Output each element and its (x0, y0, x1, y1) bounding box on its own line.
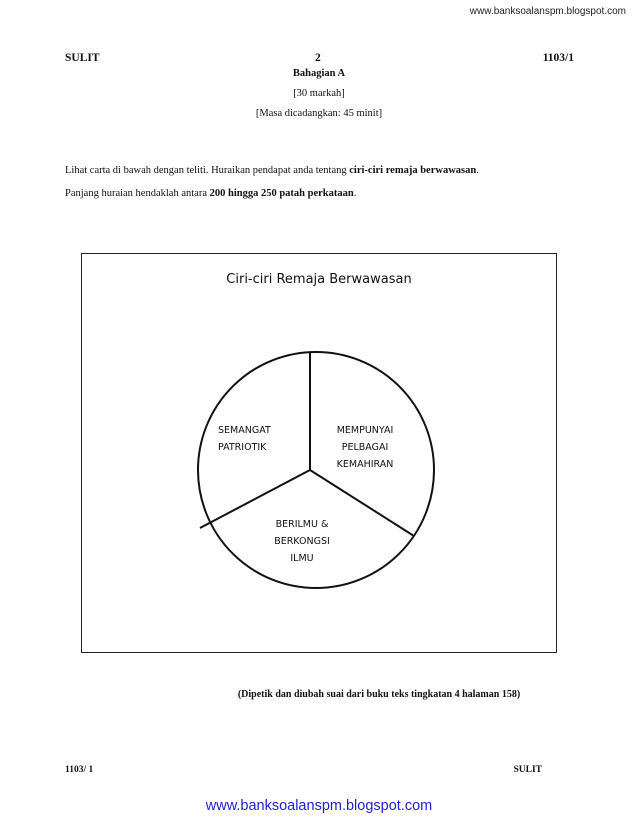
segment-line: MEMPUNYAI (336, 425, 394, 436)
section-marks: [30 markah] (293, 88, 345, 99)
instruction-length-end: . (353, 188, 357, 199)
footer-sulit: SULIT (513, 765, 542, 775)
segment-semangat-patriotik (218, 422, 288, 456)
watermark-bottom[interactable]: www.banksoalanspm.blogspot.com (205, 798, 433, 814)
section-title: Bahagian A (292, 68, 346, 79)
instruction-word-count: 200 hingga 250 patah perkataan (209, 188, 354, 199)
instruction-text-end: . (476, 165, 479, 176)
section-time: [Masa dicadangkan: 45 minit] (255, 108, 383, 119)
instruction-topic: ciri-ciri remaja berwawasan (349, 165, 477, 176)
segment-line: BERILMU & (275, 519, 329, 530)
header-paper-code: 1103/1 (542, 52, 574, 64)
segment-line: KEMAHIRAN (336, 459, 394, 470)
chart-title: Ciri-ciri Remaja Berwawasan (226, 272, 412, 287)
segment-line: ILMU (290, 553, 314, 564)
instruction-length-text: Panjang huraian hendaklah antara (65, 188, 210, 199)
segment-berilmu-berkongsi-ilmu (262, 516, 342, 567)
segment-line: PATRIOTIK (218, 442, 267, 453)
segment-line: PELBAGAI (341, 442, 389, 453)
header-sulit: SULIT (65, 52, 100, 64)
segment-line: SEMANGAT (218, 425, 271, 436)
source-citation: (Dipetik dan diubah suai dari buku teks tingkatan 4 halaman 158) (237, 689, 521, 700)
segment-line: BERKONGSI (274, 536, 330, 547)
watermark-top: www.banksoalanspm.blogspot.com (469, 6, 626, 17)
instruction-text: Lihat carta di bawah dengan teliti. Huraikan pendapat anda tentang (65, 165, 350, 176)
segment-mempunyai-pelbagai-kemahiran (325, 422, 405, 473)
footer-paper-code: 1103/ 1 (65, 765, 94, 775)
header-page-number: 2 (315, 52, 321, 64)
